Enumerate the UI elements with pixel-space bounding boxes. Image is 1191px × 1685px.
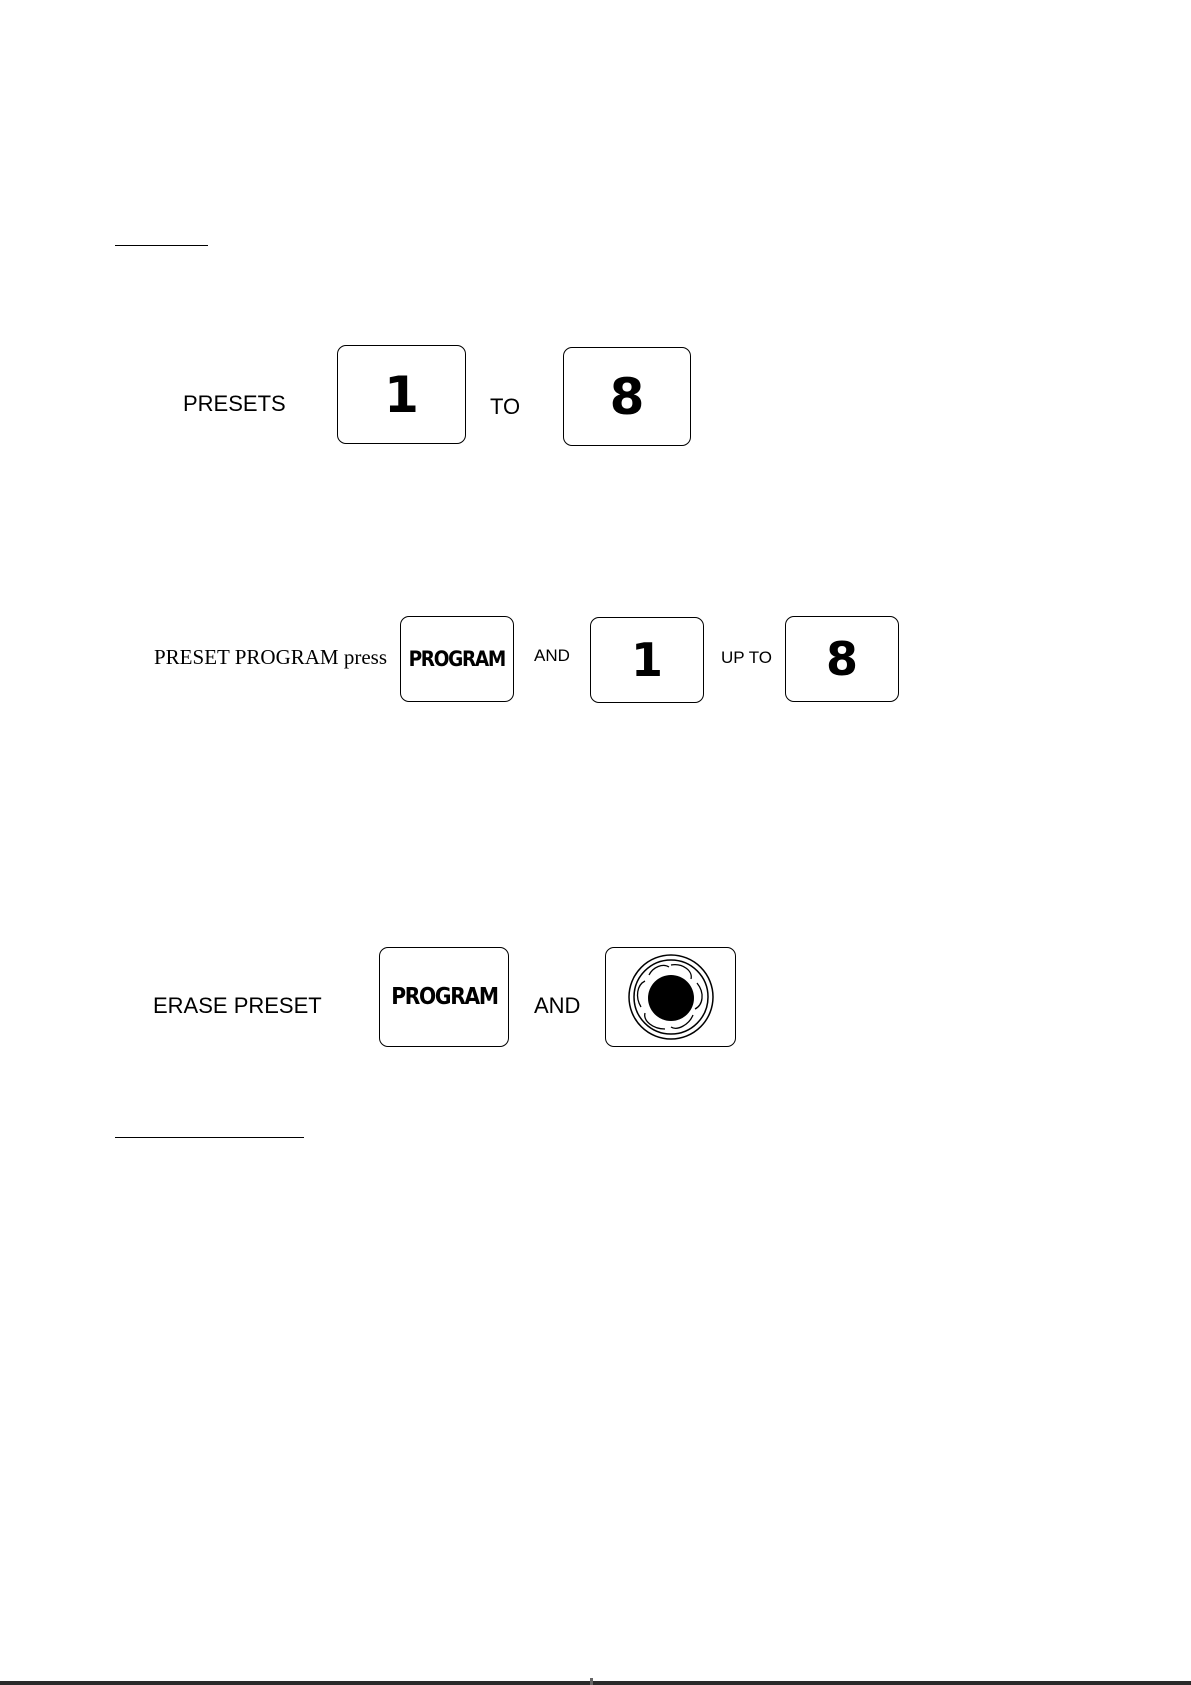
presets-to-label: TO (490, 394, 521, 419)
erase-program-key[interactable] (379, 947, 509, 1047)
program-key-1[interactable] (590, 617, 704, 703)
erase-and-label: AND (534, 993, 581, 1018)
program-key-label: PROGRAM (408, 646, 506, 671)
program-key[interactable] (400, 616, 514, 702)
program-and-label: AND (534, 646, 570, 665)
page-bottom-notch (590, 1678, 593, 1685)
jog-wheel-key[interactable] (605, 947, 736, 1047)
section-rule-bottom (115, 1137, 304, 1138)
jog-wheel-icon (627, 953, 715, 1041)
erase-program-key-label: PROGRAM (390, 984, 498, 1010)
preset-key-8-label: 8 (609, 367, 645, 426)
preset-program-label: PRESET PROGRAM press (154, 645, 387, 669)
program-key-8[interactable] (785, 616, 899, 702)
program-key-1-label: 1 (630, 633, 663, 687)
erase-preset-label: ERASE PRESET (153, 993, 322, 1018)
page-bottom-bar (0, 1681, 1191, 1685)
program-upto-label: UP TO (721, 648, 773, 667)
preset-key-1[interactable] (337, 345, 466, 444)
presets-label: PRESETS (183, 391, 286, 416)
preset-key-8[interactable] (563, 347, 691, 446)
program-key-8-label: 8 (825, 632, 858, 686)
preset-key-1-label: 1 (384, 365, 419, 424)
section-rule-top (115, 245, 208, 246)
